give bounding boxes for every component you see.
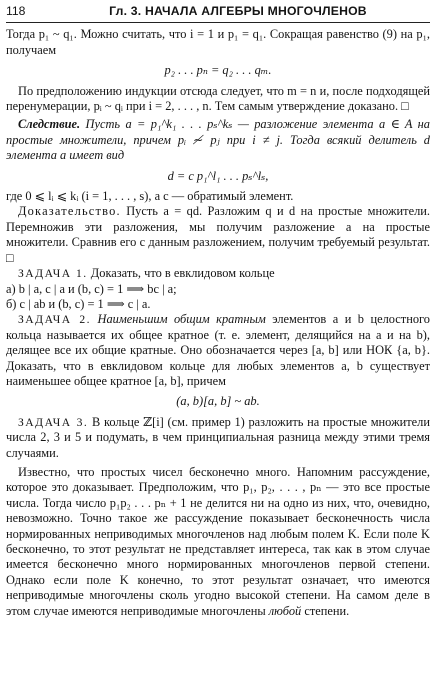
paragraph-3: где 0 ⩽ lᵢ ⩽ kᵢ (i = 1, . . . , s), a c — обратимый элемент. [6, 189, 294, 204]
formula-3: (a, b)[a, b] ~ ab. [176, 394, 260, 409]
proof [6, 204, 430, 266]
task-1-label: ЗАДАЧА 1. [18, 267, 88, 281]
page-header [6, 4, 430, 23]
paragraph-4 [6, 465, 430, 619]
corollary [6, 117, 430, 163]
paragraph-2: По предположению индукции отсюда следует, что m = n и, после подходящей перенумерации, pᵢ ~ qᵢ при i = 2, . . . , n. Тем самым утверждение доказано. □ [6, 83, 430, 114]
task-3-text: В кольце ℤ[i] (см. пример 1) разложить на простые множители числа 2, 3 и 5 и подумать, в чем принципиальная разница между этими тремя случаями. [6, 414, 430, 460]
task-1-text: Доказать, что в евклидовом кольце [87, 266, 275, 281]
task-1-item-b: б) c | ab и (b, c) = 1 ⟹ c | a. [6, 296, 151, 311]
task-2-term: Наименьшим общим кратным [91, 312, 266, 327]
task-3-label: ЗАДАЧА 3. [18, 415, 89, 429]
paragraph-1: Тогда p₁ ~ q₁. Можно считать, что i = 1 и p₁ = q₁. Сокращая равенство (9) на p₁, получаем [6, 27, 430, 57]
task-1 [6, 266, 430, 281]
proof-label: Доказательство. [18, 204, 121, 219]
paragraph-4-end: степени. [301, 603, 350, 618]
chapter-title: Гл. 3. НАЧАЛА АЛГЕБРЫ МНОГОЧЛЕНОВ [109, 4, 367, 18]
task-2-text: элементов a и b целостного кольца называется их общее кратное (т. е. элемент, делящийся на a и на b), делящее все их общие кратные. Оно обозначается через [a, b] или НОК {a, b}. Доказать, что в евклидовом кольце для любых элементов a, b существует наименьшее общее кратное [a, b], причем [6, 312, 430, 388]
task-2 [6, 312, 430, 389]
task-1-item-a: а) b | a, c | a и (b, c) = 1 ⟹ bc | a; [6, 281, 177, 296]
proof-text: Пусть a = qd. Разложим q и d на простые множители. Перемножив эти разложения, мы получим разложение a на простые множители. Сравнив его с данным разложением, получим требуемый результат. □ [6, 204, 430, 265]
corollary-text: Пусть a = p₁^k₁ . . . pₛ^kₛ — разложение элемента a ∈ A на простые множители, причем pᵢ ≁ pⱼ при i ≠ j. Тогда всякий делитель d элемента a имеет вид [6, 117, 430, 163]
paragraph-4-text: Известно, что простых чисел бесконечно много. Напомним рассуждение, которое это доказывает. Предположим, что p₁, p₂, . . . , pₙ — это все простые числа. Тогда число p₁p₂ . . . pₙ + 1 не делится ни на одно из них, что, очевидно, невозможно. Точно такое же рассуждение показывает бесконечность числа нормированных неприводимых многочленов над любым полем K. Если поле K бесконечно, то этот результат не представляет интереса, так как в этом случае имеется бесконечно много нормированных многочленов первой степени. Однако если поле K конечно, то этот результат означает, что имеются неприводимые многочлены сколь угодно высокой степени. На самом деле в этом случае имеются неприводимые многочлены [6, 464, 430, 618]
formula-1: p₂ . . . pₙ = q₂ . . . qₘ. [164, 63, 272, 78]
corollary-label: Следствие. [18, 117, 81, 132]
task-3 [6, 415, 430, 461]
paragraph-4-emphasis: любой [268, 603, 302, 618]
page-number: 118 [6, 4, 26, 18]
formula-2: d = c p₁^l₁ . . . pₛ^lₛ, [167, 168, 269, 183]
task-2-label: ЗАДАЧА 2. [18, 313, 92, 327]
